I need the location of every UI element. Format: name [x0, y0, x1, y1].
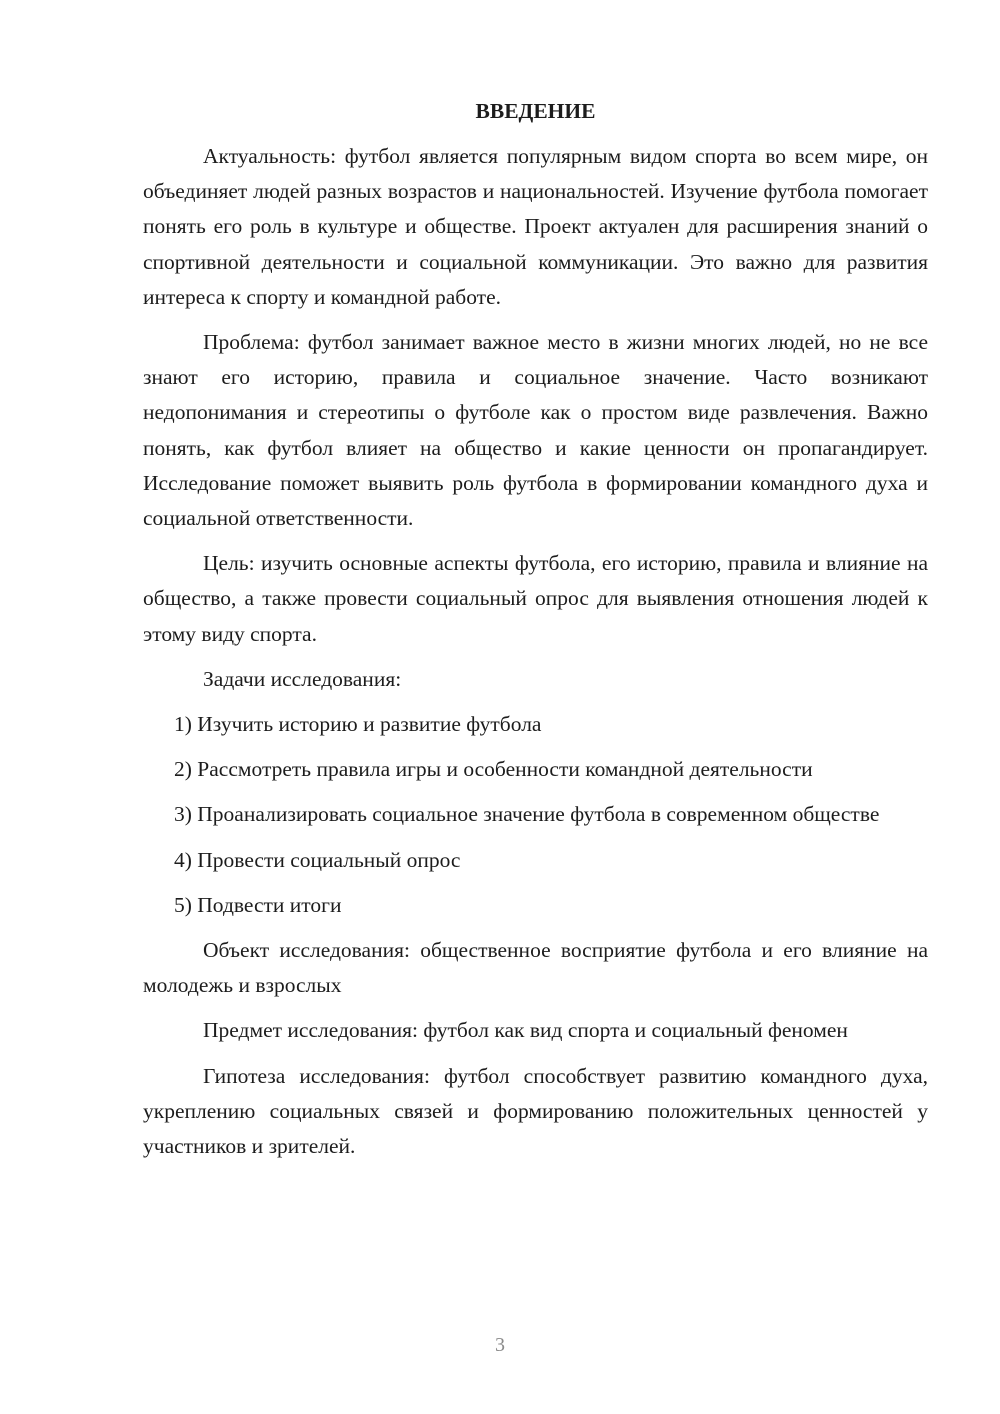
- paragraph-problem: Проблема: футбол занимает важное место в жизни многих людей, но не все знают его историю, правила и социальное значение. Часто возникают недопонимания и стереотипы о футболе как о простом виде развлечения. Важно понять, как футбол влияет на общество и какие ценности он пропагандирует. Исследование поможет выявить роль футбола в формировании командного духа и социальной ответственности.: [143, 330, 928, 531]
- paragraph-subject: Предмет исследования: футбол как вид спорта и социальный феномен: [203, 1018, 848, 1043]
- task-item-3: 3) Проанализировать социальное значение футбола в современном обществе: [174, 802, 880, 827]
- task-item-2: 2) Рассмотреть правила игры и особенности командной деятельности: [174, 757, 813, 782]
- paragraph-hypothesis: Гипотеза исследования: футбол способствует развитию командного духа, укреплению социальных связей и формированию положительных ценностей у участников и зрителей.: [143, 1063, 928, 1159]
- task-item-4: 4) Провести социальный опрос: [174, 847, 461, 872]
- task-item-5: 5) Подвести итоги: [174, 892, 342, 917]
- paragraph-goal: Цель: изучить основные аспекты футбола, его историю, правила и влияние на общество, а также провести социальный опрос для выявления отношения людей к этому виду спорта.: [143, 551, 928, 646]
- tasks-intro: Задачи исследования:: [203, 666, 402, 691]
- page-number: 3: [495, 1334, 505, 1356]
- section-heading: ВВЕДЕНИЕ: [475, 99, 596, 123]
- paragraph-object: Объект исследования: общественное восприятие футбола и его влияние на молодежь и взрослых: [143, 938, 928, 998]
- document-page: [143, 94, 928, 1174]
- paragraph-relevance: Актуальность: футбол является популярным видом спорта во всем мире, он объединяет людей разных возрастов и национальностей. Изучение футбола помогает понять его роль в культуре и обществе. Проект актуален для расширения знаний о спортивной деятельности и социальной коммуникации. Это важно для развития интереса к спорту и командной работе.: [143, 144, 928, 309]
- task-item-1: 1) Изучить историю и развитие футбола: [174, 712, 542, 737]
